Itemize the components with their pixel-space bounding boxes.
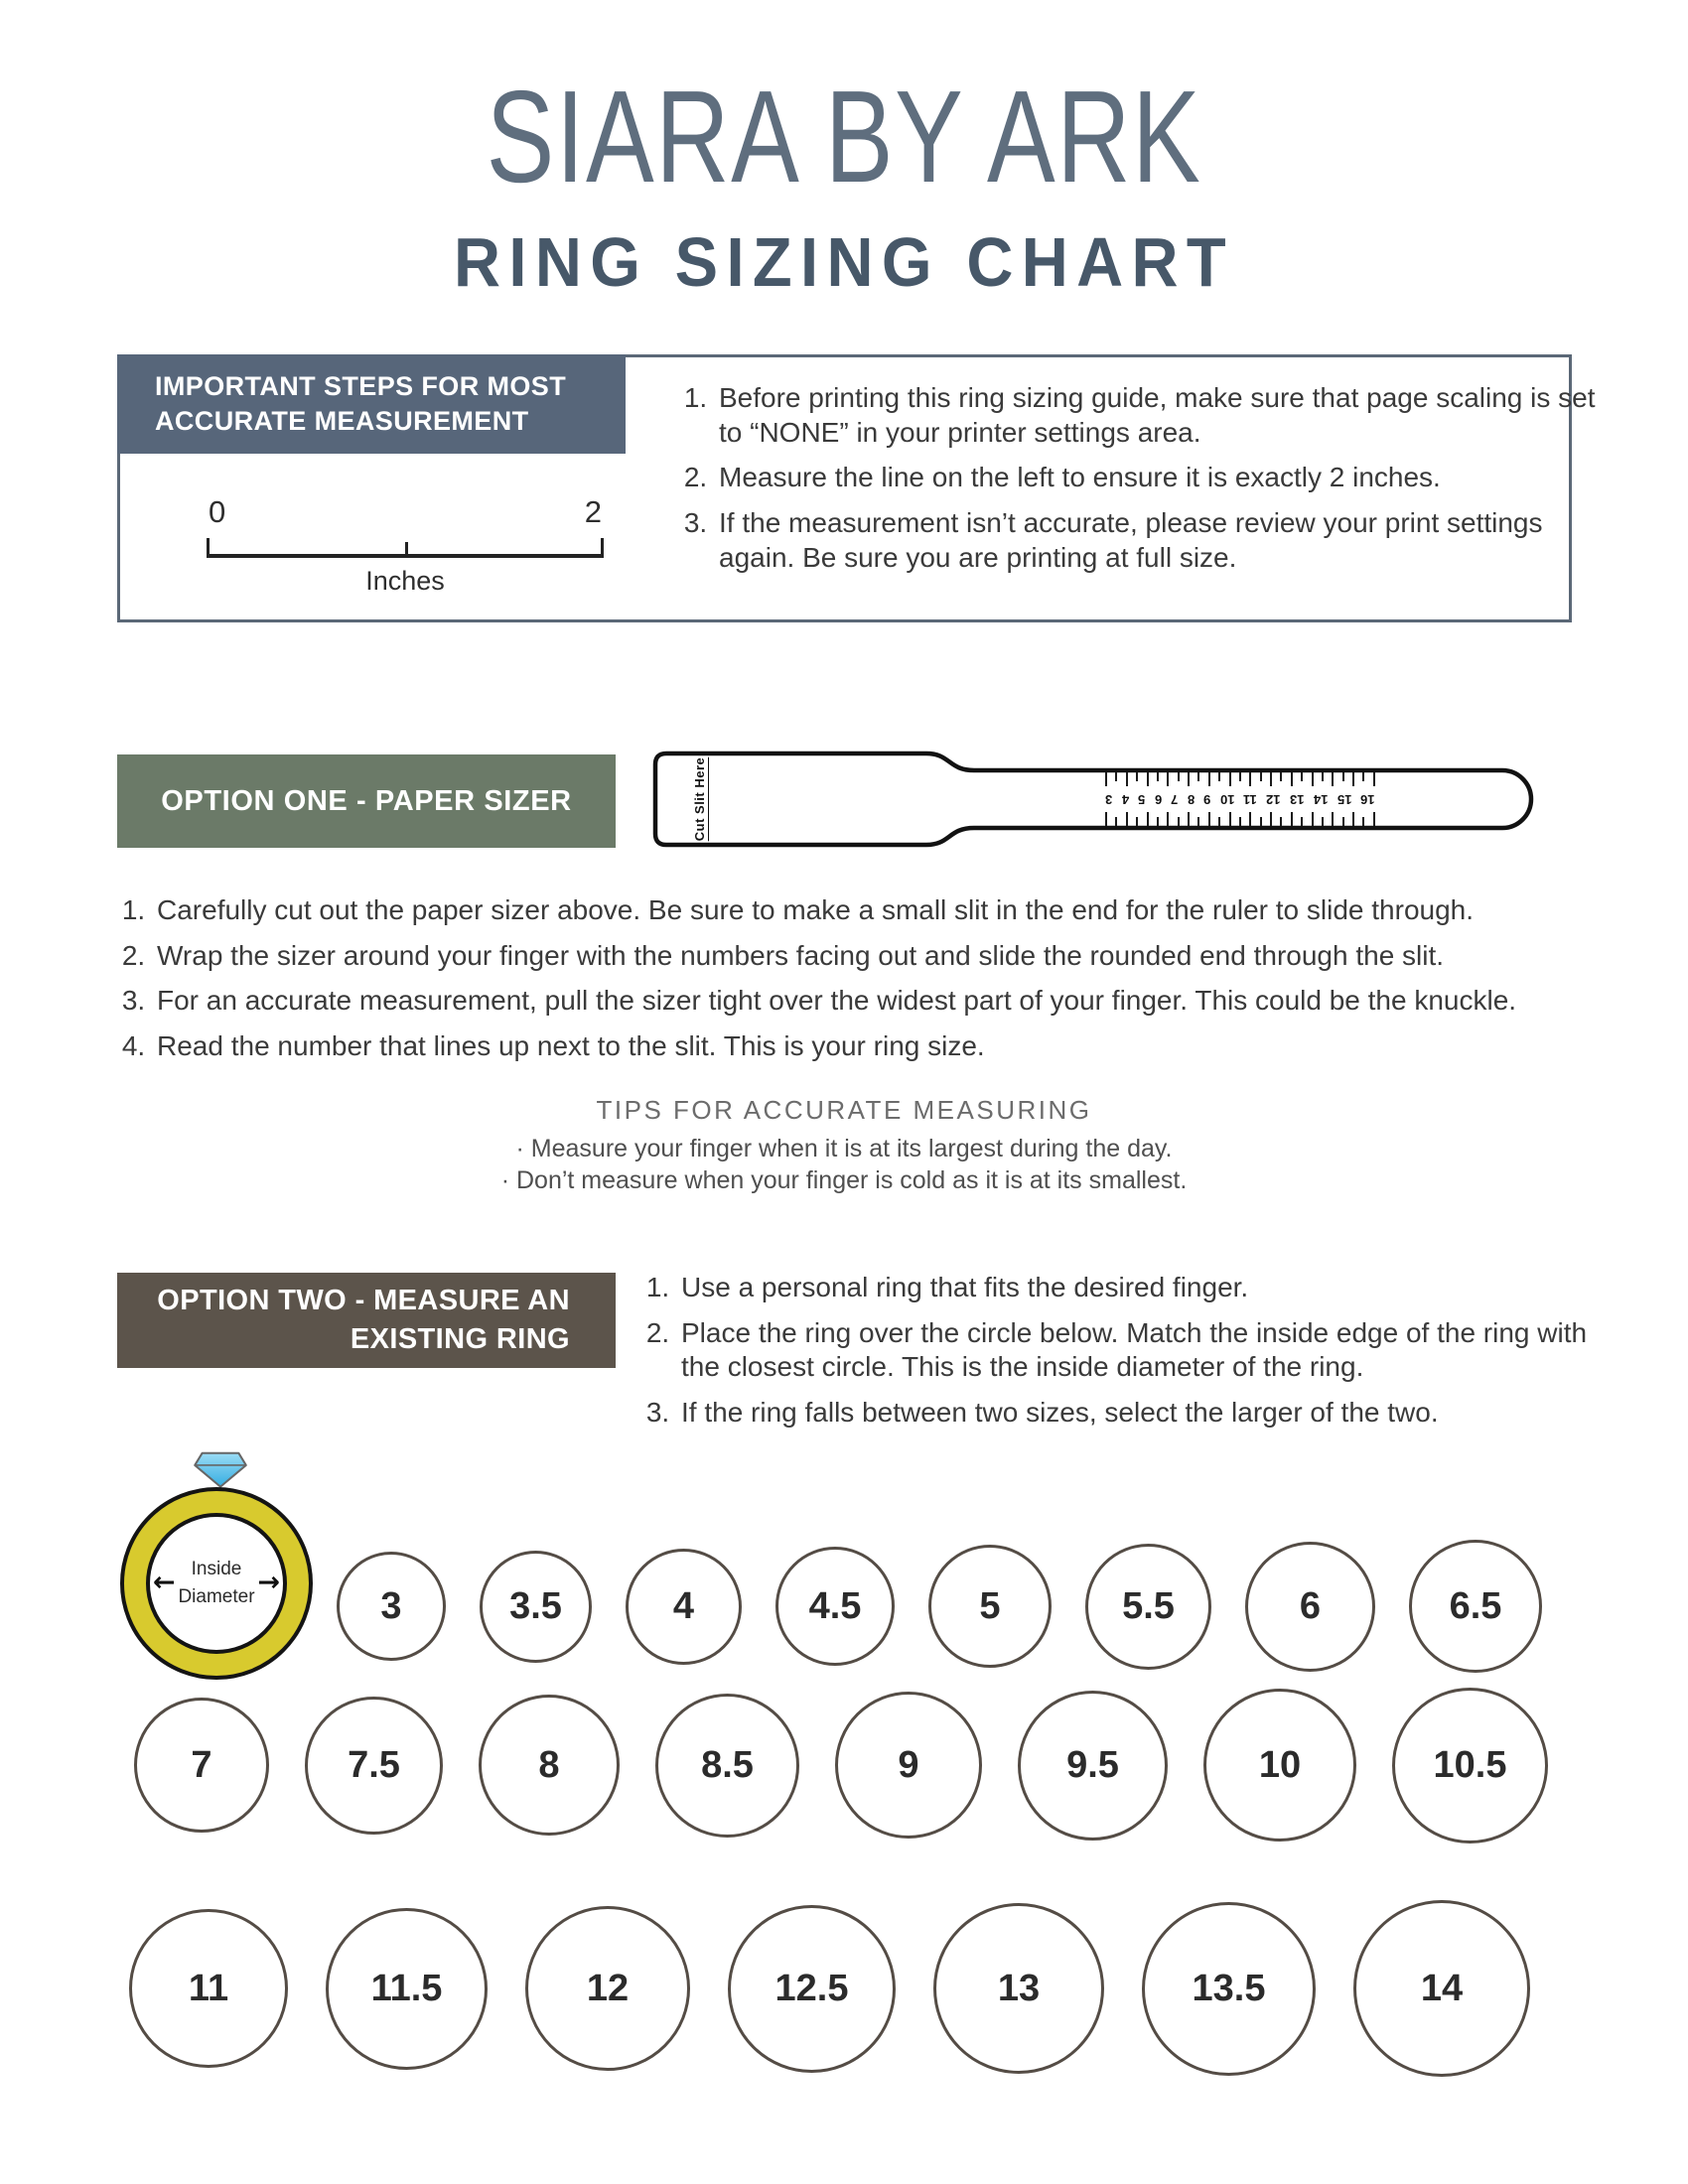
sizer-tick xyxy=(1322,817,1324,826)
option-two-steps xyxy=(643,1271,1591,1441)
sizer-scale-number: 7 xyxy=(1171,791,1179,807)
sizer-scale-number: 11 xyxy=(1243,791,1258,807)
sizer-scale-number: 8 xyxy=(1187,791,1195,807)
sizer-tick xyxy=(1157,772,1159,781)
sizer-tick xyxy=(1218,817,1220,826)
sizer-scale xyxy=(1105,772,1375,826)
ring-size-label: 12 xyxy=(586,1967,630,2009)
ring-size-label: 13.5 xyxy=(1192,1967,1266,2009)
ring-size-label: 11 xyxy=(188,1967,229,2009)
inside-diameter-label: Inside Diameter xyxy=(178,1558,255,1607)
sizer-tick xyxy=(1312,772,1314,786)
sizer-tick xyxy=(1197,817,1199,826)
sizer-scale-number: 12 xyxy=(1266,791,1281,807)
ring-size-circle xyxy=(728,1905,896,2073)
ring-size-circle xyxy=(480,1551,592,1663)
sizer-tick xyxy=(1362,772,1364,781)
paper-ring-sizer xyxy=(650,750,1564,849)
sizer-tick xyxy=(1136,772,1138,781)
sizer-tick xyxy=(1105,772,1107,786)
ring-size-circle xyxy=(326,1908,488,2070)
sizer-tick xyxy=(1167,772,1169,786)
page-title: SIARA BY ARK xyxy=(486,64,1202,209)
ring-size-label: 8 xyxy=(538,1743,560,1786)
sizer-scale-number: 4 xyxy=(1121,791,1129,807)
option-one-step-1: 1. Carefully cut out the paper sizer above. Be sure to make a small slit in the end for the ruler to slide through. xyxy=(153,893,1642,928)
ruler-unit-label: Inches xyxy=(365,566,445,596)
ring-size-circle xyxy=(933,1903,1104,2074)
sizer-tick xyxy=(1322,772,1324,781)
arrow-left-icon: ← xyxy=(153,1567,176,1598)
ring-size-label: 10.5 xyxy=(1433,1743,1507,1786)
ring-size-circle xyxy=(1085,1544,1211,1670)
ring-size-label: 11.5 xyxy=(370,1967,443,2009)
ring-size-circle xyxy=(1203,1689,1356,1842)
arrow-right-icon: → xyxy=(257,1567,280,1598)
ring-size-label: 9 xyxy=(898,1743,919,1786)
size-circle-row-3 xyxy=(129,1899,1530,2078)
sizer-tick xyxy=(1126,772,1128,786)
sizer-tick xyxy=(1280,772,1282,781)
sizer-tick xyxy=(1291,772,1293,786)
print-step-1: 1. Before printing this ring sizing guide, make sure that page scaling is set to “NONE” in your printer settings area. xyxy=(715,381,1599,450)
ring-size-circle xyxy=(1018,1691,1168,1841)
sizer-tick xyxy=(1249,772,1251,786)
ring-size-circle xyxy=(1245,1542,1375,1672)
important-steps-heading-line2: ACCURATE MEASUREMENT xyxy=(155,406,529,436)
sizer-scale-number: 16 xyxy=(1360,791,1375,807)
ring-size-circle xyxy=(1409,1540,1542,1673)
sizer-tick xyxy=(1301,772,1303,781)
ring-size-label: 9.5 xyxy=(1066,1743,1119,1786)
sizer-tick xyxy=(1280,817,1282,826)
ring-size-label: 7.5 xyxy=(348,1743,400,1786)
print-step-2: 2. Measure the line on the left to ensure it is exactly 2 inches. xyxy=(715,461,1599,495)
ring-size-label: 10 xyxy=(1258,1743,1302,1786)
sizer-scale-number: 9 xyxy=(1203,791,1211,807)
sizer-tick xyxy=(1260,817,1262,826)
ring-size-circle xyxy=(479,1695,620,1836)
sizer-tick xyxy=(1188,812,1190,826)
ring-size-label: 8.5 xyxy=(701,1743,754,1786)
page-subtitle: RING SIZING CHART xyxy=(453,223,1235,301)
option-one-step-4: 4. Read the number that lines up next to the slit. This is your ring size. xyxy=(153,1029,1642,1064)
ring-size-label: 13 xyxy=(997,1967,1041,2009)
sizer-tick xyxy=(1208,812,1210,826)
sizer-tick xyxy=(1178,772,1180,781)
option-two-step-2: 2. Place the ring over the circle below. Match the inside edge of the ring with the closest circle. This is the inside diameter of the ring. xyxy=(677,1316,1591,1385)
ruler-line xyxy=(207,538,604,558)
ring-size-label: 12.5 xyxy=(774,1967,849,2009)
ring-size-label: 4 xyxy=(672,1584,695,1627)
tip-item-1: · Measure your finger when it is at its largest during the day. xyxy=(515,1135,1173,1162)
size-circle-row-2 xyxy=(134,1686,1548,1844)
sizer-tick xyxy=(1115,817,1117,826)
ring-size-circle xyxy=(1353,1900,1530,2077)
ring-size-label: 6.5 xyxy=(1449,1584,1502,1627)
ring-size-label: 6 xyxy=(1299,1584,1322,1627)
sizer-tick xyxy=(1352,812,1354,826)
sizer-tick xyxy=(1115,772,1117,781)
ring-size-label: 3.5 xyxy=(509,1584,562,1627)
ring-size-circle xyxy=(134,1698,269,1833)
ring-size-label: 3 xyxy=(380,1584,402,1627)
sizer-tick xyxy=(1332,812,1334,826)
tips-section xyxy=(0,1095,1688,1197)
option-one-steps xyxy=(119,893,1642,1075)
ring-size-label: 5.5 xyxy=(1122,1584,1175,1627)
ring-size-circle xyxy=(337,1552,446,1661)
sizer-scale-ticks-top xyxy=(1105,772,1375,786)
ring-size-circle xyxy=(1392,1688,1548,1843)
sizer-scale-number: 5 xyxy=(1138,791,1146,807)
ring-size-circle xyxy=(928,1545,1052,1668)
sizer-tick xyxy=(1249,812,1251,826)
print-accuracy-steps xyxy=(681,381,1599,587)
ring-size-circle xyxy=(835,1692,982,1839)
sizer-scale-number: 15 xyxy=(1336,791,1352,807)
sizer-tick xyxy=(1301,817,1303,826)
important-steps-heading-line1: IMPORTANT STEPS FOR MOST xyxy=(155,371,567,402)
sizer-tick xyxy=(1270,812,1272,826)
sizer-tick xyxy=(1332,772,1334,786)
ring-size-circle xyxy=(1142,1902,1316,2076)
ring-size-label: 14 xyxy=(1420,1967,1464,2009)
sizer-tick xyxy=(1178,817,1180,826)
ring-size-circle xyxy=(626,1549,742,1665)
sizer-tick xyxy=(1291,812,1293,826)
sizer-tick xyxy=(1342,772,1344,781)
sizer-tick xyxy=(1105,812,1107,826)
sizer-tick xyxy=(1312,812,1314,826)
ring-size-label: 7 xyxy=(191,1743,212,1786)
sizer-tick xyxy=(1197,772,1199,781)
diamond-icon xyxy=(192,1450,249,1488)
sizer-scale-ticks-bottom xyxy=(1105,812,1375,826)
important-steps-box xyxy=(117,354,1596,622)
sizer-tick xyxy=(1342,817,1344,826)
sizer-tick xyxy=(1188,772,1190,786)
sizer-tick xyxy=(1136,817,1138,826)
sizer-tick xyxy=(1218,772,1220,781)
sizer-tick xyxy=(1167,812,1169,826)
sizer-tick xyxy=(1147,812,1149,826)
sizer-scale-number: 6 xyxy=(1154,791,1162,807)
sizer-tick xyxy=(1147,772,1149,786)
print-step-3: 3. If the measurement isn’t accurate, please review your print settings again. Be sure you are printing at full size. xyxy=(715,506,1599,575)
ring-size-circle xyxy=(129,1909,288,2068)
sizer-tick xyxy=(1260,772,1262,781)
two-inch-test-ruler xyxy=(207,494,604,597)
sizer-tick xyxy=(1362,817,1364,826)
sizer-tick xyxy=(1126,812,1128,826)
tips-heading: TIPS FOR ACCURATE MEASURING xyxy=(596,1095,1092,1125)
sizer-tick xyxy=(1208,772,1210,786)
ring-size-circle xyxy=(655,1694,799,1838)
cut-slit-label: Cut Slit Here xyxy=(691,756,707,842)
ring-size-circle xyxy=(305,1697,443,1835)
ruler-end-label: 2 xyxy=(584,494,602,529)
sizer-tick xyxy=(1229,812,1231,826)
sizer-scale-number: 13 xyxy=(1290,791,1305,807)
sizer-tick xyxy=(1239,817,1241,826)
sizer-scale-number: 14 xyxy=(1313,791,1329,807)
ring-inner-circle xyxy=(146,1513,287,1654)
sizer-tick xyxy=(1270,772,1272,786)
option-two-heading-line1: OPTION TWO - MEASURE AN xyxy=(157,1284,570,1316)
option-two-heading-line2: EXISTING RING xyxy=(350,1323,570,1355)
ring-size-circle xyxy=(525,1906,690,2071)
ruler-start-label: 0 xyxy=(209,494,226,529)
sizer-scale-number: 3 xyxy=(1105,791,1113,807)
option-two-step-1: 1. Use a personal ring that fits the desired finger. xyxy=(677,1271,1591,1305)
ring-size-label: 4.5 xyxy=(808,1584,862,1627)
tip-item-2: · Don’t measure when your finger is cold as it is at its smallest. xyxy=(500,1165,1188,1194)
sizer-tick xyxy=(1229,772,1231,786)
sizer-scale-numbers xyxy=(1105,788,1375,810)
option-one-step-2: 2. Wrap the sizer around your finger with the numbers facing out and slide the rounded end through the slit. xyxy=(153,939,1642,974)
important-steps-heading xyxy=(117,354,626,454)
option-one-heading: OPTION ONE - PAPER SIZER xyxy=(117,754,616,848)
sizer-tick xyxy=(1373,812,1375,826)
ruler-numbers xyxy=(207,494,604,530)
option-two-step-3: 3. If the ring falls between two sizes, select the larger of the two. xyxy=(677,1396,1591,1431)
ring-size-label: 5 xyxy=(979,1584,1001,1627)
sizer-scale-number: 10 xyxy=(1219,791,1235,807)
size-circle-row-1 xyxy=(337,1537,1542,1676)
option-one-step-3: 3. For an accurate measurement, pull the sizer tight over the widest part of your finger. This could be the knuckle. xyxy=(153,984,1642,1019)
sizer-tick xyxy=(1352,772,1354,786)
sizer-tick xyxy=(1373,772,1375,786)
ring-size-circle xyxy=(775,1547,895,1666)
option-two-heading xyxy=(117,1273,616,1368)
ring-diagram xyxy=(120,1487,313,1680)
sizer-tick xyxy=(1239,772,1241,781)
sizer-tick xyxy=(1157,817,1159,826)
